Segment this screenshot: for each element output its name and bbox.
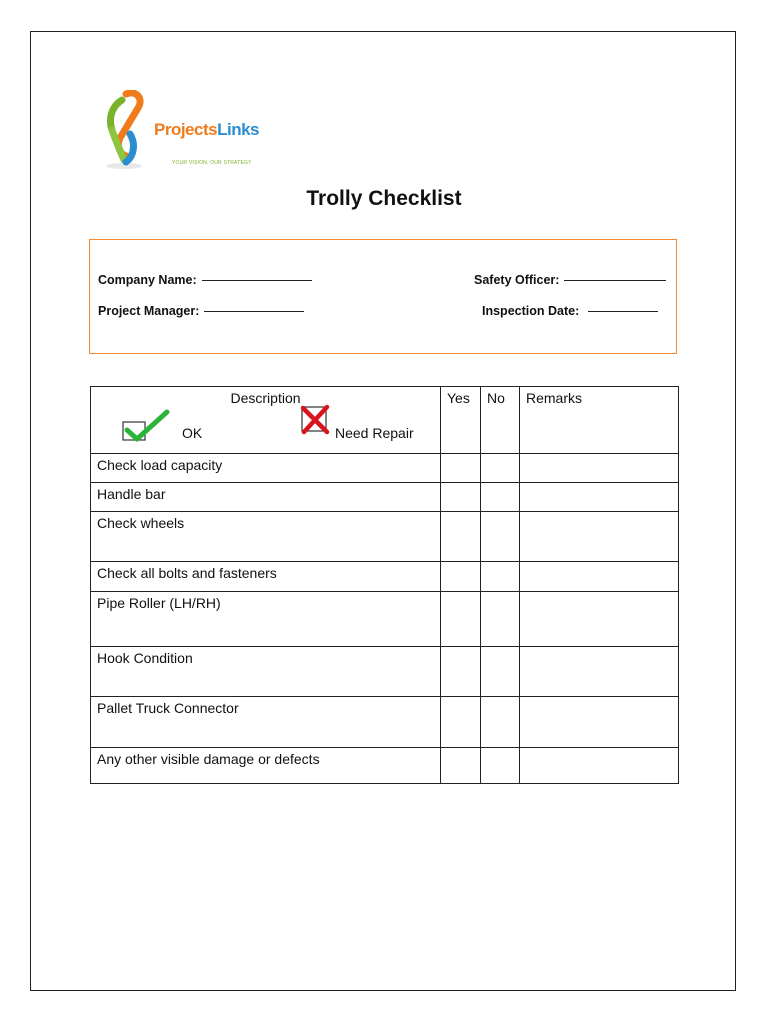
row-description: Pallet Truck Connector xyxy=(91,697,441,748)
red-x-icon xyxy=(299,404,331,436)
row-description: Any other visible damage or defects xyxy=(91,748,441,784)
company-name-line[interactable] xyxy=(202,280,312,281)
checklist-table xyxy=(90,386,679,784)
project-manager-label: Project Manager: xyxy=(98,304,200,318)
green-check-icon xyxy=(121,408,171,442)
company-name-field xyxy=(98,273,312,287)
yes-cell[interactable] xyxy=(441,748,481,784)
no-cell[interactable] xyxy=(481,748,520,784)
remarks-cell[interactable] xyxy=(520,512,679,562)
legend xyxy=(97,406,434,442)
legend-need-repair-label: Need Repair xyxy=(335,425,414,441)
row-description: Check all bolts and fasteners xyxy=(91,562,441,592)
logo-mark-icon xyxy=(102,90,154,172)
table-row xyxy=(91,483,679,512)
no-cell[interactable] xyxy=(481,697,520,748)
page-title: Trolly Checklist xyxy=(306,187,462,210)
project-manager-field xyxy=(98,304,304,318)
no-header: No xyxy=(481,387,520,454)
row-description: Check wheels xyxy=(91,512,441,562)
projects-links-logo xyxy=(102,90,259,172)
remarks-cell[interactable] xyxy=(520,647,679,697)
yes-cell[interactable] xyxy=(441,697,481,748)
table-row xyxy=(91,454,679,483)
no-cell[interactable] xyxy=(481,592,520,647)
no-cell[interactable] xyxy=(481,647,520,697)
project-manager-line[interactable] xyxy=(204,311,304,312)
no-cell[interactable] xyxy=(481,512,520,562)
yes-cell[interactable] xyxy=(441,483,481,512)
description-header: Description OK Need Repair xyxy=(91,387,441,454)
remarks-cell[interactable] xyxy=(520,592,679,647)
table-row xyxy=(91,647,679,697)
table-row xyxy=(91,697,679,748)
company-name-label: Company Name: xyxy=(98,273,197,287)
row-description: Hook Condition xyxy=(91,647,441,697)
yes-cell[interactable] xyxy=(441,562,481,592)
yes-cell[interactable] xyxy=(441,647,481,697)
inspection-date-line[interactable] xyxy=(588,311,658,312)
remarks-cell[interactable] xyxy=(520,697,679,748)
yes-header: Yes xyxy=(441,387,481,454)
info-box xyxy=(89,239,677,354)
no-cell[interactable] xyxy=(481,562,520,592)
logo-name: ProjectsLinks xyxy=(154,120,259,139)
remarks-cell[interactable] xyxy=(520,483,679,512)
safety-officer-field xyxy=(474,273,666,287)
no-cell[interactable] xyxy=(481,483,520,512)
yes-cell[interactable] xyxy=(441,592,481,647)
no-cell[interactable] xyxy=(481,454,520,483)
header-row xyxy=(91,387,679,454)
table-row xyxy=(91,562,679,592)
remarks-cell[interactable] xyxy=(520,562,679,592)
logo-tagline: YOUR VISION, OUR STRATEGY xyxy=(172,160,252,166)
remarks-cell[interactable] xyxy=(520,748,679,784)
safety-officer-label: Safety Officer: xyxy=(474,273,560,287)
row-description: Handle bar xyxy=(91,483,441,512)
row-description: Pipe Roller (LH/RH) xyxy=(91,592,441,647)
remarks-cell[interactable] xyxy=(520,454,679,483)
legend-ok-label: OK xyxy=(182,425,203,441)
table-row xyxy=(91,592,679,647)
table-row xyxy=(91,512,679,562)
safety-officer-line[interactable] xyxy=(564,280,666,281)
inspection-date-field xyxy=(482,304,658,318)
remarks-header: Remarks xyxy=(520,387,679,454)
table-row xyxy=(91,748,679,784)
yes-cell[interactable] xyxy=(441,454,481,483)
row-description: Check load capacity xyxy=(91,454,441,483)
yes-cell[interactable] xyxy=(441,512,481,562)
inspection-date-label: Inspection Date: xyxy=(482,304,580,318)
